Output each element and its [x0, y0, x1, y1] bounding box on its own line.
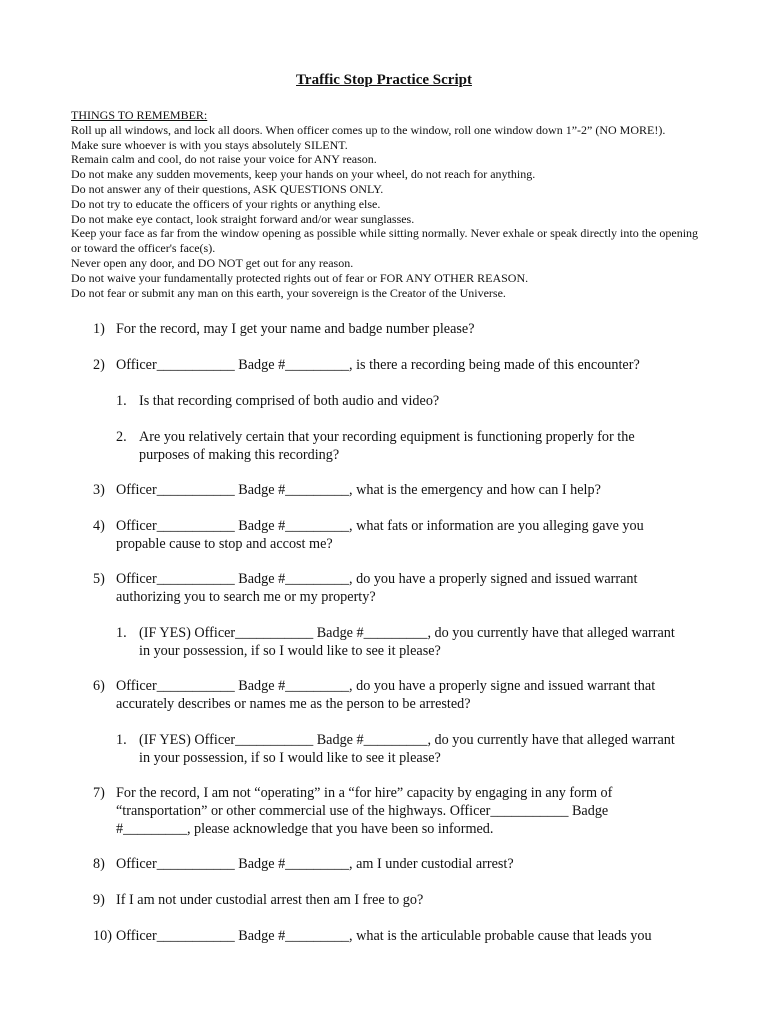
question-text: Officer___________ Badge #_________, what is the emergency and how can I help? — [116, 482, 601, 498]
question-number: 8) — [93, 856, 105, 872]
question-text: Are you relatively certain that your recording equipment is functioning properly for the purposes of making this recording? — [139, 429, 635, 463]
question-item — [93, 517, 693, 553]
question-item — [93, 927, 703, 945]
question-text: Officer___________ Badge #_________, am I under custodial arrest? — [116, 856, 514, 872]
question-number: 10) — [93, 928, 112, 944]
sub-question-item — [116, 731, 676, 767]
question-number: 9) — [93, 892, 105, 908]
question-number: 2. — [116, 429, 127, 445]
remember-line: Make sure whoever is with you stays absolutely SILENT. — [71, 137, 348, 152]
question-text: (IF YES) Officer___________ Badge #_________, do you currently have that alleged warrant in your possession, if so I would like to see it please? — [139, 625, 675, 659]
question-text: Is that recording comprised of both audio and video? — [139, 393, 440, 409]
question-number: 1. — [116, 393, 127, 409]
sub-question-item — [116, 428, 676, 464]
sub-question-item — [116, 392, 726, 410]
remember-line: Do not make any sudden movements, keep your hands on your wheel, do not reach for anything. — [71, 167, 536, 182]
question-number: 5) — [93, 571, 105, 587]
remember-line: Do not waive your fundamentally protected rights out of fear or FOR ANY OTHER REASON. — [71, 270, 529, 285]
remember-line: Do not make eye contact, look straight forward and/or wear sunglasses. — [71, 211, 415, 226]
question-item — [93, 855, 703, 873]
question-text: Officer___________ Badge #_________, what is the articulable probable cause that leads you — [116, 928, 652, 944]
remember-line: Keep your face as far from the window opening as possible while sitting normally. Never exhale or speak directly into the opening or toward the officer's face(s). — [71, 226, 699, 256]
question-text: If I am not under custodial arrest then am I free to go? — [116, 892, 424, 908]
question-item — [93, 677, 703, 713]
question-number: 3) — [93, 482, 105, 498]
question-text: (IF YES) Officer___________ Badge #_________, do you currently have that alleged warrant in your possession, if so I would like to see it please? — [139, 732, 675, 766]
question-item — [93, 784, 668, 838]
remember-line: Never open any door, and DO NOT get out for any reason. — [71, 255, 354, 270]
question-number: 1) — [93, 321, 105, 337]
document-title: Traffic Stop Practice Script — [296, 72, 472, 88]
question-item — [93, 356, 703, 374]
things-to-remember-section — [71, 108, 711, 300]
question-text: Officer___________ Badge #_________, what fats or information are you alleging gave you propable cause to stop and accost me? — [116, 518, 644, 552]
remember-line: Roll up all windows, and lock all doors. When officer comes up to the window, roll one window down 1”-2” (NO MORE!). — [71, 122, 666, 137]
question-text: Officer___________ Badge #_________, do you have a properly signe and issued warrant that accurately describes or names me as the person to be arrested? — [116, 678, 656, 712]
question-number: 6) — [93, 678, 105, 694]
things-to-remember-heading: THINGS TO REMEMBER: — [71, 108, 208, 122]
question-number: 7) — [93, 785, 105, 801]
question-text: Officer___________ Badge #_________, is there a recording being made of this encounter? — [116, 357, 640, 373]
question-item — [93, 891, 703, 909]
question-text: Officer___________ Badge #_________, do you have a properly signed and issued warrant authorizing you to search me or my property? — [116, 571, 638, 605]
remember-line: Remain calm and cool, do not raise your voice for ANY reason. — [71, 152, 377, 167]
remember-line: Do not answer any of their questions, ASK QUESTIONS ONLY. — [71, 181, 384, 196]
question-item — [93, 481, 703, 499]
remember-line: Do not fear or submit any man on this earth, your sovereign is the Creator of the Universe. — [71, 285, 506, 300]
question-number: 1. — [116, 732, 127, 748]
question-number: 2) — [93, 357, 105, 373]
question-number: 4) — [93, 518, 105, 534]
question-item — [93, 320, 703, 338]
question-text: For the record, I am not “operating” in a “for hire” capacity by engaging in any form of “transportation” or other commercial use of the highways. Officer___________ Badge #_________, please acknowledge that you have been so informed. — [116, 785, 613, 837]
question-item — [93, 570, 693, 606]
question-number: 1. — [116, 625, 127, 641]
sub-question-item — [116, 624, 676, 660]
question-text: For the record, may I get your name and badge number please? — [116, 321, 475, 337]
remember-line: Do not try to educate the officers of your rights or anything else. — [71, 196, 381, 211]
